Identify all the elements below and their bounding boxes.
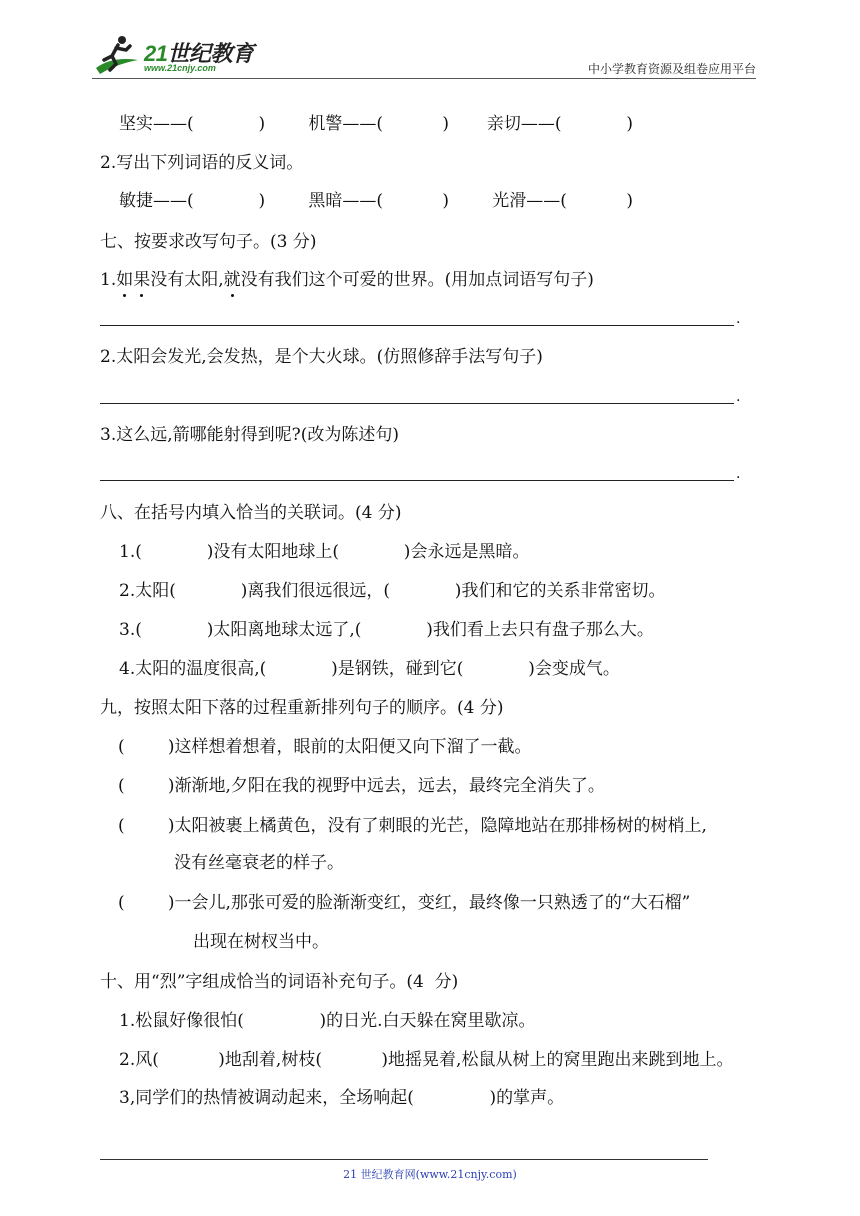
conjunction-item-3: 3.( )太阳离地球太远了,( )我们看上去只有盘子那么大。 — [119, 620, 654, 640]
sentence-part: 没有我们这个可爱的世界。(用加点词语写句子) — [240, 270, 594, 290]
order-item: ( )太阳被裹上橘黄色，没有了刺眼的光芒，隐障地站在那排杨树的树梢上, — [118, 816, 707, 836]
answer-line[interactable] — [100, 325, 734, 326]
answer-line[interactable] — [100, 403, 734, 404]
order-item-continued: 没有丝毫衰老的样子。 — [174, 853, 344, 873]
runner-logo-icon — [92, 34, 142, 76]
fill-word-item-1: 1.松鼠好像很怕( )的日光.白天躲在窝里歇凉。 — [119, 1011, 536, 1031]
order-item: ( )渐渐地,夕阳在我的视野中远去，远去，最终完全消失了。 — [118, 776, 605, 796]
conjunction-item-2: 2.太阳( )离我们很远很远，( )我们和它的关系非常密切。 — [119, 581, 666, 601]
platform-label: 中小学教育资源及组卷应用平台 — [587, 62, 756, 76]
footer-link[interactable]: 21 世纪教育网(www.21cnjy.com) — [343, 1168, 517, 1181]
footer-divider — [100, 1159, 708, 1160]
fill-word-item-2: 2.风( )地刮着,树枝( )地摇晃着,松鼠从树上的窝里跑出来跳到地上。 — [119, 1050, 734, 1070]
question-antonyms: 2.写出下列词语的反义词。 — [100, 153, 304, 173]
section-ten-heading: 十、用“烈”字组成恰当的词语补充句子。(4 分) — [100, 972, 459, 992]
period-mark: . — [736, 466, 741, 482]
section-seven-heading: 七、按要求改写句子。(3 分) — [100, 232, 317, 252]
period-mark: . — [736, 311, 741, 327]
logo-url: www.21cnjy.com — [144, 63, 216, 73]
logo — [92, 30, 262, 80]
order-item-continued: 出现在树杈当中。 — [193, 932, 329, 952]
section-nine-heading: 九，按照太阳下落的过程重新排列句子的顺序。(4 分) — [100, 698, 504, 718]
logo-word: 世纪教育 — [167, 41, 254, 66]
dotted-char: 如 — [116, 270, 134, 290]
sentence-rewrite-3: 3.这么远,箭哪能射得到呢?(改为陈述句) — [100, 425, 400, 445]
page-header — [0, 0, 860, 80]
conjunction-item-1: 1.( )没有太阳地球上( )会永远是黑暗。 — [119, 542, 530, 562]
sentence-rewrite-2: 2.太阳会发光,会发热，是个大火球。(仿照修辞手法写句子) — [100, 347, 543, 367]
period-mark: . — [736, 389, 741, 405]
header-divider — [92, 78, 756, 79]
conjunction-item-4: 4.太阳的温度很高,( )是钢铁，碰到它( )会变成气。 — [119, 659, 620, 679]
antonym-row: 敏捷——( ) 黑暗——( ) 光滑——( ) — [119, 191, 633, 211]
synonym-row: 坚实——( ) 机警——( ) 亲切——( ) — [119, 114, 633, 134]
section-eight-heading: 八、在括号内填入恰当的关联词。(4 分) — [100, 503, 402, 523]
sentence-rewrite-1 — [100, 269, 594, 291]
sentence-part: 没有太阳, — [150, 270, 224, 290]
fill-word-item-3: 3,同学们的热情被调动起来，全场响起( )的掌声。 — [119, 1088, 565, 1108]
logo-number: 21 — [144, 41, 168, 66]
dotted-char: 果 — [133, 270, 151, 290]
answer-line[interactable] — [100, 480, 734, 481]
item-number: 1. — [100, 270, 117, 290]
dotted-char: 就 — [223, 270, 241, 290]
order-item: ( )这样想着想着，眼前的太阳便又向下溜了一截。 — [118, 737, 532, 757]
order-item: ( )一会儿,那张可爱的脸渐渐变红，变红，最终像一只熟透了的“大石榴” — [118, 893, 691, 913]
